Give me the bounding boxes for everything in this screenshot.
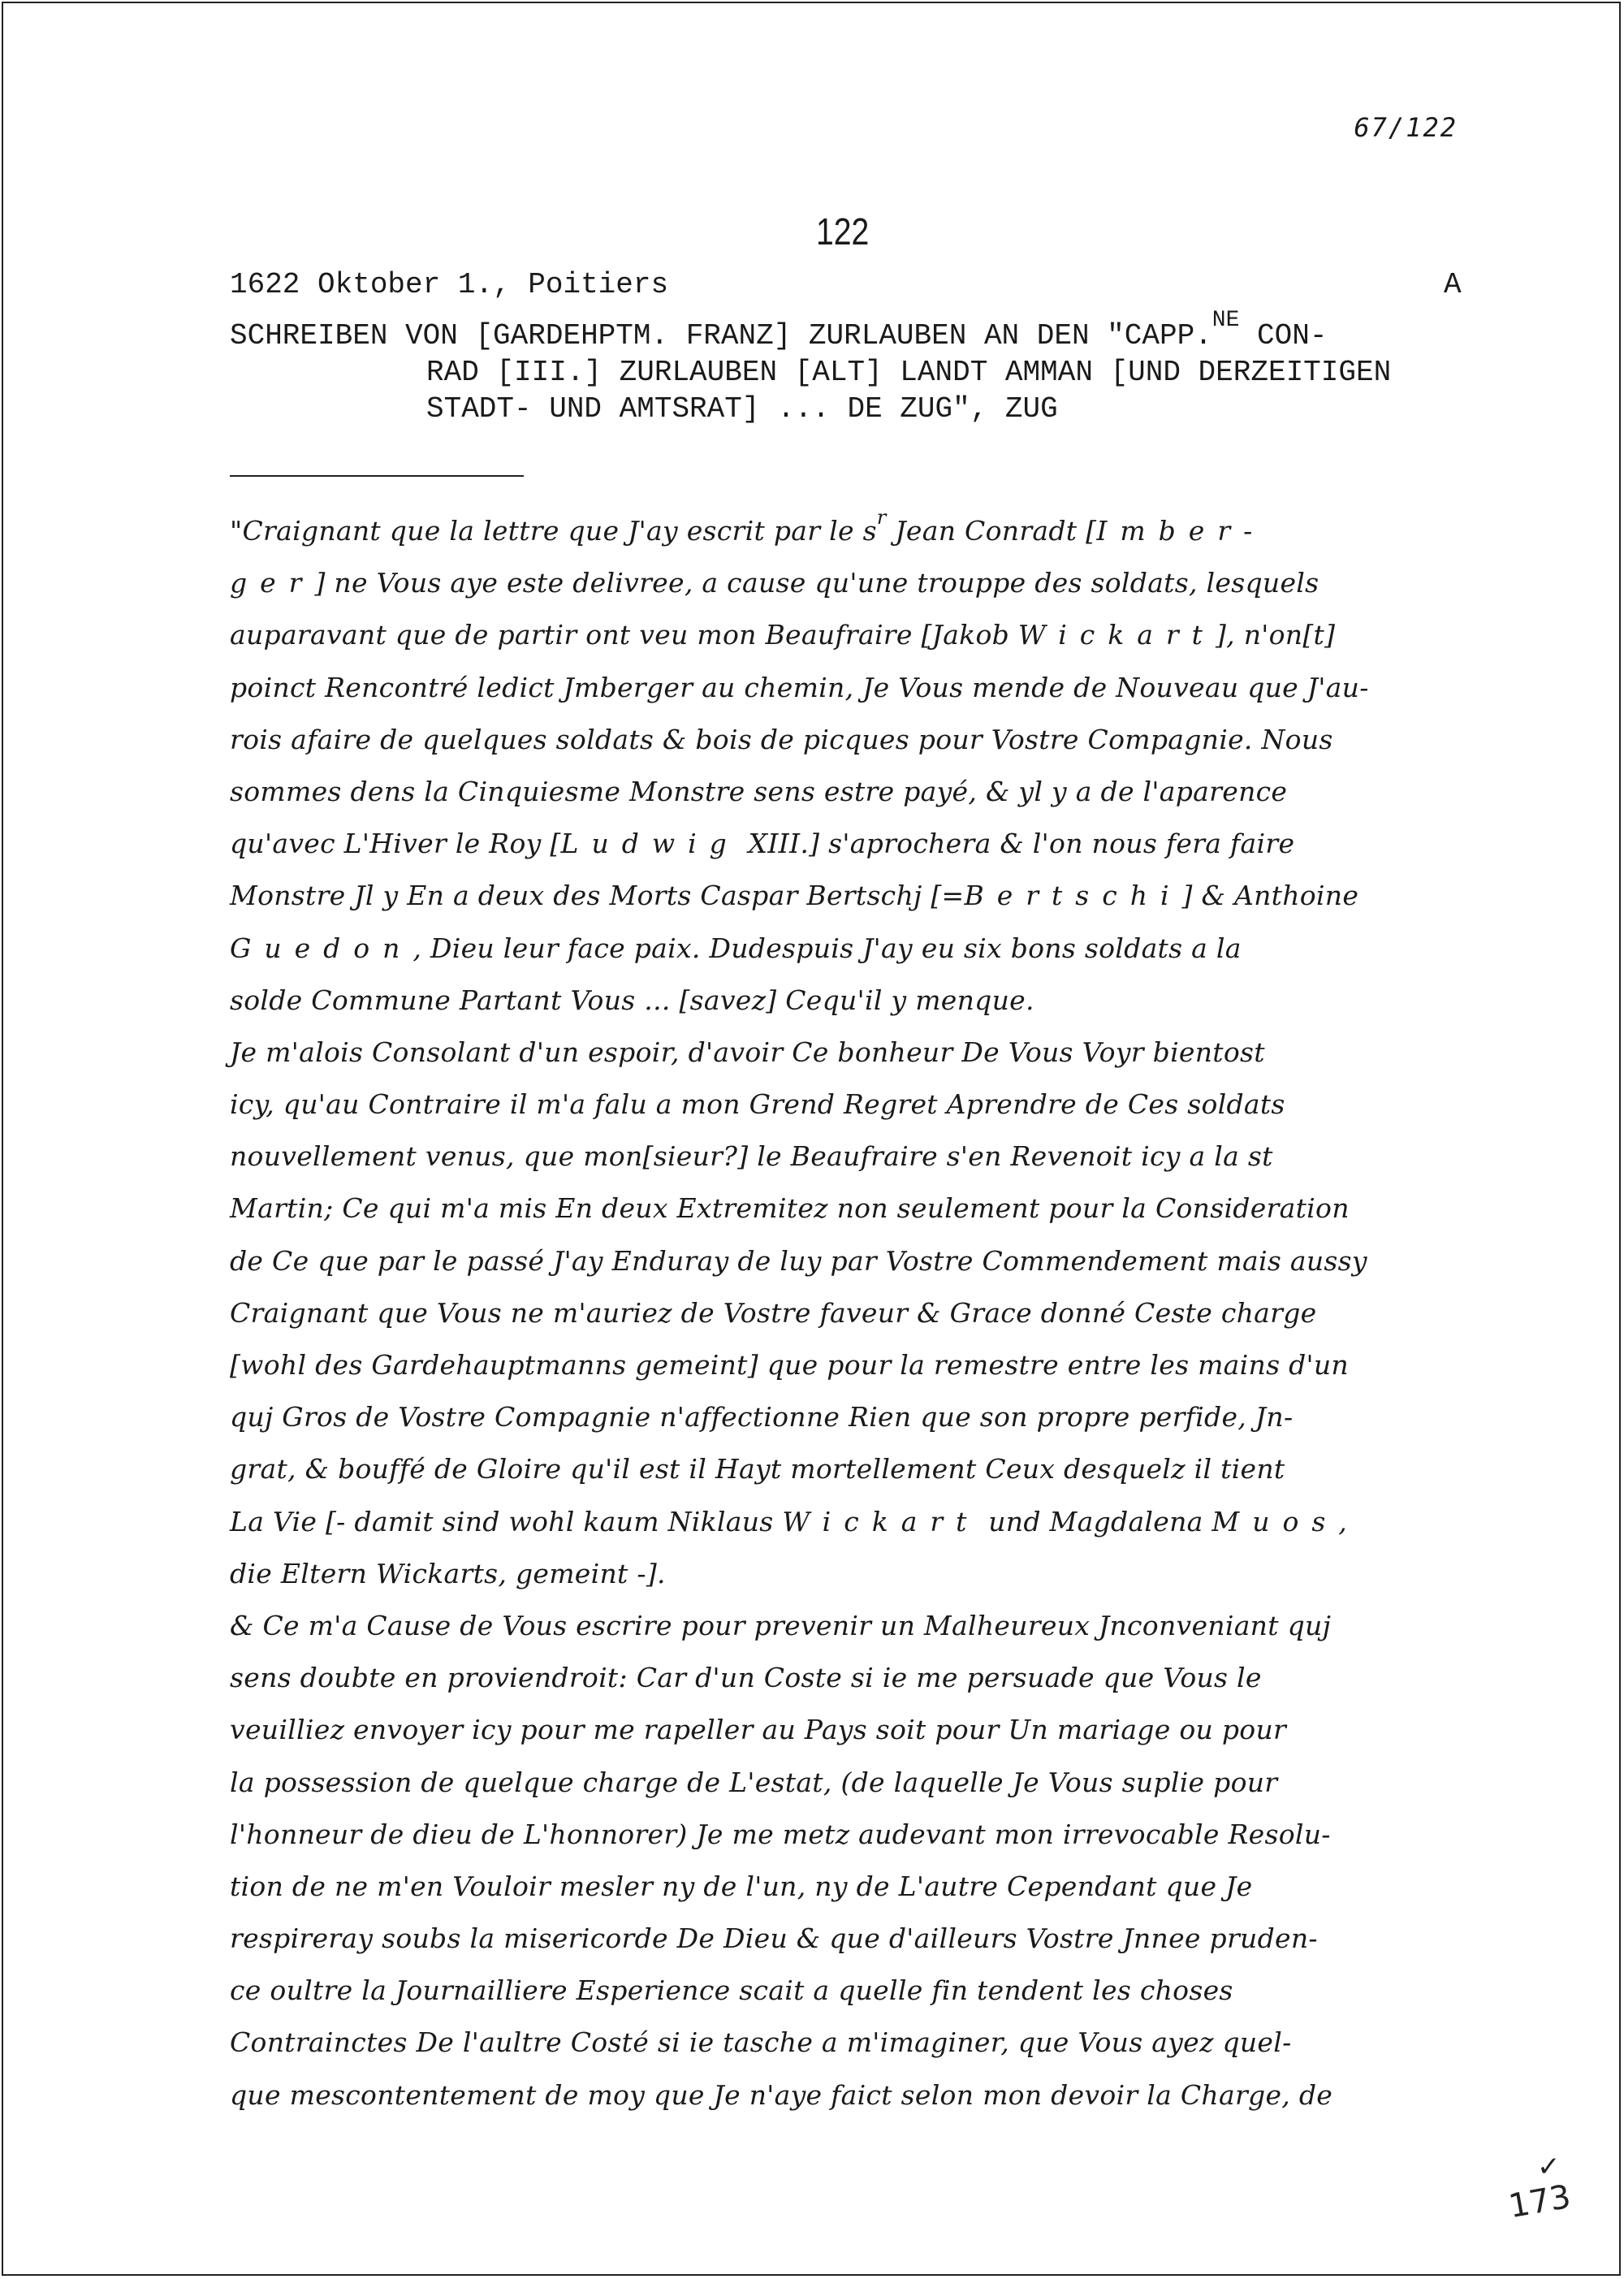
spaced-name: Imber	[1096, 515, 1244, 547]
heading-line-2: RAD [III.] ZURLAUBEN [ALT] LANDT AMMAN [UND DERZEITIGEN	[426, 356, 1392, 389]
body-line: rois afaire de quelques soldats & bois de picques pour Vostre Compagnie. Nous	[230, 723, 1333, 755]
spaced-name: Wickart	[1017, 619, 1216, 651]
body-line: la possession de quelque charge de L'estat, (de laquelle Je Vous suplie pour	[230, 1766, 1278, 1798]
body-line: nouvellement venus, que mon[sieur?] le Beaufraire s'en Revenoit icy a la st	[230, 1140, 1273, 1173]
page-reference: 67/122	[1354, 112, 1458, 143]
body-line: veuilliez envoyer icy pour me rapeller au Pays soit pour Un mariage ou pour	[230, 1714, 1287, 1746]
spaced-name: Ludwig	[560, 828, 740, 860]
body-line: La Vie [- damit sind wohl kaum Niklaus Wickart und Magdalena Muos,	[230, 1505, 1348, 1537]
body-line: quj Gros de Vostre Compagnie n'affectionne Rien que son propre perfide, Jn-	[230, 1401, 1294, 1434]
body-line: & Ce m'a Cause de Vous escrire pour prevenir un Malheureux Jnconveniant quj	[230, 1609, 1332, 1641]
body-line: de Ce que par le passé J'ay Enduray de luy par Vostre Commendement mais aussy	[230, 1244, 1367, 1277]
body-line: poinct Rencontré ledict Jmberger au chemin, Je Vous mende de Nouveau que J'au-	[230, 671, 1369, 703]
body-line: Je m'alois Consolant d'un espoir, d'avoir Ce bonheur De Vous Voyr bientost	[230, 1036, 1265, 1068]
body-line: tion de ne m'en Vouloir mesler ny de l'un, ny de L'autre Cependant que Je	[230, 1870, 1253, 1902]
body-line: auparavant que de partir ont veu mon Beaufraire [Jakob Wickart], n'on[t]	[230, 619, 1336, 651]
heading-line-1	[230, 308, 1328, 352]
spaced-name: Guedon	[230, 932, 413, 964]
body-line: que mescontentement de moy que Je n'aye faict selon mon devoir la Charge, de	[230, 2078, 1333, 2111]
letter-body	[230, 505, 1529, 2121]
superscript: r	[876, 506, 887, 529]
body-line: Guedon, Dieu leur face paix. Dudespuis J'ay eu six bons soldats a la	[230, 932, 1242, 964]
body-line: qu'avec L'Hiver le Roy [Ludwig XIII.] s'aprochera & l'on nous fera faire	[230, 828, 1295, 860]
heading-text: SCHREIBEN VON [GARDEHPTM. FRANZ] ZURLAUBEN AN DEN "CAPP.	[230, 319, 1212, 352]
body-line: sommes dens la Cinquiesme Monstre sens estre payé, & yl y a de l'aparence	[230, 775, 1288, 807]
document-number: 122	[816, 210, 870, 253]
body-line: Martin; Ce qui m'a mis En deux Extremitez non seulement pour la Consideration	[230, 1192, 1350, 1225]
body-line: l'honneur de dieu de L'honnorer) Je me metz audevant mon irrevocable Resolu-	[230, 1818, 1331, 1850]
heading-superscript: NE	[1212, 308, 1240, 333]
body-line: Monstre Jl y En a deux des Morts Caspar Bertschj [=Bertschi] & Anthoine	[230, 880, 1359, 912]
body-line: respireray soubs la misericorde De Dieu & que d'ailleurs Vostre Jnnee pruden-	[230, 1922, 1318, 1955]
heading-text: CON-	[1239, 319, 1328, 352]
body-line: die Eltern Wickarts, gemeint -].	[230, 1557, 666, 1589]
body-line: ger] ne Vous aye este delivree, a cause qu'une trouppe des soldats, lesquels	[230, 567, 1320, 599]
spaced-name: Wickart	[782, 1505, 980, 1537]
body-line: Contrainctes De l'aultre Costé si ie tasche a m'imaginer, que Vous ayez quel-	[230, 2026, 1292, 2059]
section-divider	[230, 475, 524, 477]
check-mark-icon: ✓	[1537, 2151, 1561, 2183]
body-line: ce oultre la Journailliere Esperience scait a quelle fin tendent les choses	[230, 1974, 1233, 2007]
heading-line-3: STADT- UND AMTSRAT] ... DE ZUG", ZUG	[426, 392, 1058, 426]
body-line: Craignant que Vous ne m'auriez de Vostre faveur & Grace donné Ceste charge	[230, 1296, 1317, 1329]
body-line: solde Commune Partant Vous ... [savez] Cequ'il y menque.	[230, 984, 1034, 1016]
spaced-name: ger	[230, 567, 315, 599]
body-line: grat, & bouffé de Gloire qu'il est il Hayt mortellement Ceux desquelz il tient	[230, 1453, 1285, 1485]
body-line: icy, qu'au Contraire il m'a falu a mon Grend Regret Aprendre de Ces soldats	[230, 1088, 1285, 1121]
document-marker: A	[1444, 268, 1462, 301]
spaced-name: Muos	[1212, 1505, 1339, 1537]
body-line: "Craignant que la lettre que J'ay escrit par le $s^r$ Jean Conradt [Imber-	[230, 506, 1253, 547]
handwritten-folio-number: 173	[1505, 2177, 1574, 2226]
body-line: [wohl des Gardehauptmanns gemeint] que pour la remestre entre les mains d'un	[230, 1349, 1349, 1381]
dateline: 1622 Oktober 1., Poitiers	[230, 268, 669, 301]
body-line: sens doubte en proviendroit: Car d'un Coste si ie me persuade que Vous le	[230, 1662, 1262, 1694]
spaced-name: Bertschi	[964, 880, 1182, 912]
